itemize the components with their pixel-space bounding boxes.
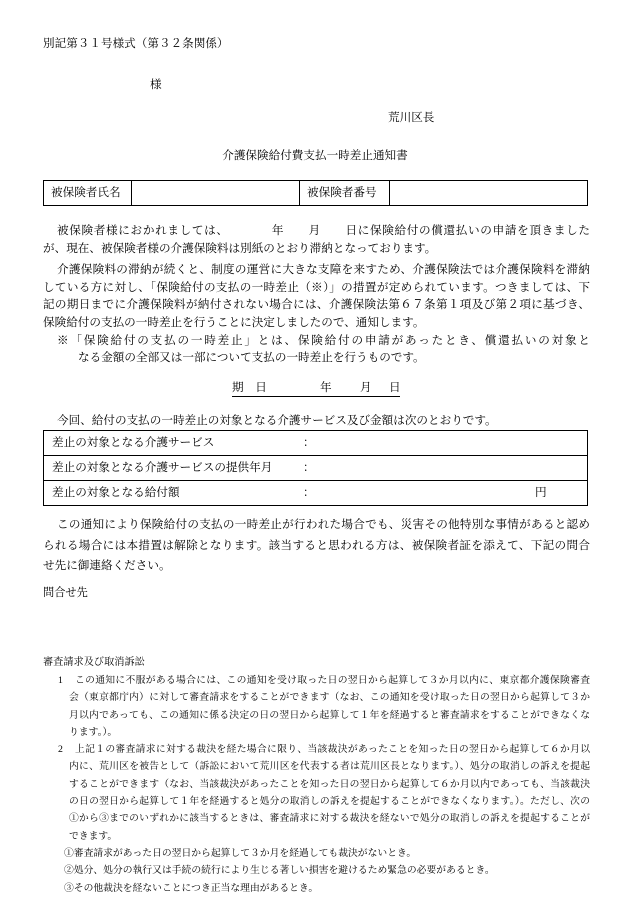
appeal-line: の日の翌日から起算して１年を経過すると処分の取消しの訴えを提起することができなくなります。）。ただし、次の: [69, 796, 590, 808]
due-date-month: 月: [360, 381, 372, 394]
due-date-day: 日: [389, 381, 401, 394]
appeal-line: 会（東京都庁内）に対して審査請求をすることができます（なお、この通知を受け取った日の翌日から起算して３か: [69, 692, 590, 704]
appeal-line-text: 上記１の審査請求に対する裁決を経た場合に限り、当該裁決があったことを知った日の翌日から起算して６か月以: [75, 744, 590, 756]
paragraph-application: [43, 222, 590, 257]
appeal-line: 月以内であっても、この通知に係る決定の日の翌日から起算して１年を経過すると審査請求をすることができなくな: [69, 709, 590, 721]
appeal-heading: 審査請求及び取消訴訟: [43, 657, 145, 668]
contact-label: 問合せ先: [43, 587, 88, 599]
due-date-line: [232, 379, 400, 397]
amount-unit: 円: [535, 486, 547, 499]
insured-number-value: [389, 181, 587, 205]
paragraph-line: が、現在、被保険者様の介護保険料は別紙のとおり滞納となっております。: [43, 241, 437, 255]
exception-case: ①審査請求があった日の翌日から起算して３か月を経過しても裁決がないとき。: [64, 847, 417, 859]
target-row-colon: ：: [303, 486, 315, 499]
release-paragraph: [43, 515, 590, 577]
paragraph-line: 介護保険料の滞納が続くと、制度の運営に大きな支障を来すため、介護保険法では介護保険料を滞納: [57, 263, 590, 277]
appeal-section: [43, 672, 590, 897]
paragraph-line: 被保険者様におかれましては、 年 月 日に保険給付の償還払いの申請を頂きました: [57, 224, 590, 237]
paragraph-line: している方に対し、「保険給付の支払の一時差止（※）」の措置が定められています。つきましては、下: [43, 280, 590, 294]
target-services-table: [43, 430, 588, 506]
form-number: 別記第３１号様式（第３２条関係）: [43, 37, 229, 50]
paragraph-line: られる場合には本措置は解除となります。該当すると思われる方は、被保険者証を添えて、下記の問合: [43, 538, 590, 552]
appeal-exception-cases: [43, 845, 590, 897]
appeal-line-text: この通知に不服がある場合には、この通知を受け取った日の翌日から起算して３か月以内に、東京都介護保険審査: [75, 675, 590, 686]
note-line: ※「保険給付の支払の一時差止」とは、保険給付の申請があったとき、償還払いの対象と: [57, 333, 590, 347]
appeal-line: [43, 741, 590, 758]
appeal-line: ①から③までのいずれかに該当するときは、審査請求に対する裁決を経ないで処分の取消しの訴えを提起することが: [69, 813, 590, 825]
appeal-item-number: 1: [58, 675, 63, 686]
insured-name-value: [131, 181, 299, 205]
paragraph-line: 記の期日までに介護保険料が納付されない場合には、介護保険法第６７条第１項及び第２項に基づき、: [43, 298, 590, 312]
target-row-label: 差止の対象となる介護サービスの提供年月: [52, 461, 273, 474]
target-row-amount: [44, 480, 587, 505]
issuer-name: 荒川区長: [388, 111, 435, 124]
due-date-label: 期 日: [232, 381, 267, 394]
appeal-line: [43, 672, 590, 689]
due-date-year: 年: [320, 381, 332, 394]
target-row-label: 差止の対象となる介護サービス: [52, 436, 215, 449]
appeal-line: できます。: [69, 830, 118, 842]
paragraph-line: せ先に御連絡ください。: [43, 559, 171, 572]
exception-case: ③その他裁決を経ないことにつき正当な理由があるとき。: [64, 882, 319, 894]
target-row-colon: ：: [303, 461, 315, 474]
appeal-item-1: [43, 672, 590, 741]
appeal-item-number: 2: [58, 744, 63, 756]
target-row-service: [44, 431, 587, 455]
note-line: なる金額の全部又は一部について支払の一時差止を行うものです。: [78, 351, 425, 365]
insured-name-label: 被保険者氏名: [51, 186, 121, 199]
target-row-label: 差止の対象となる給付額: [52, 486, 180, 499]
exception-case: ②処分、処分の執行又は手続の続行により生じる著しい損害を避けるため緊急の必要があるとき。: [64, 865, 495, 877]
addressee-suffix: 様: [150, 78, 162, 91]
suspension-note: [43, 332, 590, 367]
paragraph-suspension: [43, 261, 590, 331]
target-row-colon: ：: [303, 436, 315, 449]
target-intro: 今回、給付の支払の一時差止の対象となる介護サービス及び金額は次のとおりです。: [57, 414, 497, 427]
appeal-line: 内に、荒川区を被告として（訴訟において荒川区を代表する者は荒川区長となります。）、処分の取消しの訴えを提起: [69, 761, 590, 773]
appeal-line: ります。）。: [69, 726, 118, 738]
target-row-period: [44, 455, 587, 480]
insured-person-table: [43, 180, 588, 206]
notice-body: [43, 222, 590, 367]
insured-number-label: 被保険者番号: [299, 181, 389, 205]
document-title: 介護保険給付費支払一時差止通知書: [222, 149, 408, 162]
appeal-line: することができます（なお、当該裁決があったことを知った日の翌日から起算して６か月以内であっても、当該裁決: [69, 778, 590, 790]
appeal-item-2: [43, 741, 590, 845]
paragraph-line: 保険給付の支払の一時差止を行うことに決定しましたので、通知します。: [43, 315, 425, 329]
paragraph-line: この通知により保険給付の支払の一時差止が行われた場合でも、災害その他特別な事情があると認め: [57, 518, 590, 531]
